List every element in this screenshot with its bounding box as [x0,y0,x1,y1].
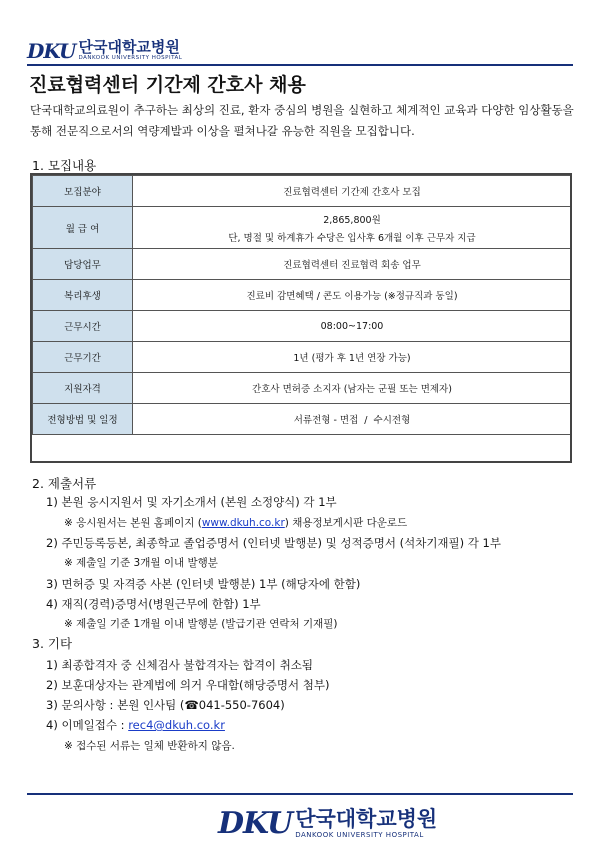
document-item-2: 2) 주민등록등본, 최종학교 졸업증명서 (인터넷 발행분) 및 성적증명서 (석차기재필) 각 1부 [46,536,501,550]
homepage-link[interactable]: www.dkuh.co.kr [201,517,285,529]
etc-item-3: 3) 문의사항 : 본원 인사팀 (☎041-550-7604) [46,698,285,712]
document-note-4: ※ 제출일 기준 1개월 이내 발행분 (발급기관 연락처 기재필) [64,618,338,630]
row-value: 08:00~17:00 [133,311,572,342]
salary-amount: 2,865,800원 [323,214,381,226]
row-label: 지원자격 [33,373,133,404]
logo-mark: DKU [27,39,76,63]
etc-item-4 [46,717,225,733]
table-row [33,249,572,280]
document-item-1: 1) 본원 응시지원서 및 자기소개서 (본원 소정양식) 각 1부 [46,495,337,509]
intro-paragraph: 단국대학교의료원이 추구하는 최상의 진료, 환자 중심의 병원을 실현하고 체계적인 교육과 다양한 임상활동을 통해 전문직으로서의 역량계발과 이상을 펼쳐나갈 유능한 직원을 모집합니다. [30,103,574,138]
bottom-divider [27,793,573,795]
row-label: 담당업무 [33,249,133,280]
hospital-logo-bottom [218,806,437,841]
logo-name-kr: 단국대학교병원 [295,806,438,831]
row-label: 복리후생 [33,280,133,311]
row-value: 간호사 면허증 소지자 (남자는 군필 또는 면제자) [133,373,572,404]
etc-note-4: ※ 접수된 서류는 일체 반환하지 않음. [64,740,235,752]
row-label: 모집분야 [33,176,133,207]
row-value [133,207,572,249]
salary-note: 단, 명절 및 하계휴가 수당은 입사후 6개월 이후 근무자 지급 [228,232,476,244]
row-label: 전형방법 및 일정 [33,404,133,435]
table-row [33,176,572,207]
section-heading-etc: 3. 기타 [32,636,73,651]
row-value: 진료협력센터 진료협력 회송 업무 [133,249,572,280]
row-label: 근무기간 [33,342,133,373]
row-value: 진료비 감면혜택 / 콘도 이용가능 (※정규직과 동일) [133,280,572,311]
row-value: 1년 (평가 후 1년 연장 가능) [133,342,572,373]
logo-name-kr: 단국대학교병원 [78,38,180,57]
row-label: 근무시간 [33,311,133,342]
etc-item-1: 1) 최종합격자 중 신체검사 불합격자는 합격이 취소됨 [46,658,314,672]
table-row [33,342,572,373]
top-divider [27,64,573,66]
note-text: ※ 응시원서는 본원 홈페이지 ( [64,517,202,529]
table-row [33,311,572,342]
email-label: 4) 이메일접수 : [46,718,129,732]
table-row [33,280,572,311]
document-item-3: 3) 면허증 및 자격증 사본 (인터넷 발행분) 1부 (해당자에 한함) [46,577,361,591]
page-title: 진료협력센터 기간제 간호사 채용 [29,74,306,96]
section-heading-recruitment: 1. 모집내용 [32,158,97,173]
row-value: 서류전형 - 면접 / 수시전형 [133,404,572,435]
recruitment-table [32,175,572,435]
section-heading-documents: 2. 제출서류 [32,476,97,491]
email-link[interactable]: rec4@dkuh.co.kr [128,718,225,732]
table-row [33,373,572,404]
logo-mark: DKU [218,806,293,841]
logo-name-en: DANKOOK UNIVERSITY HOSPITAL [295,830,424,839]
row-label: 월 급 여 [33,207,133,249]
hospital-logo-top [27,39,182,63]
etc-item-2: 2) 보훈대상자는 관계법에 의거 우대함(해당증명서 첨부) [46,678,330,692]
document-note-1 [64,515,407,530]
note-text: ) 채용정보게시판 다운로드 [284,517,408,529]
document-note-2: ※ 제출일 기준 3개월 이내 발행분 [64,557,218,569]
document-item-4: 4) 재직(경력)증명서(병원근무에 한함) 1부 [46,597,261,611]
table-row [33,207,572,249]
table-row [33,404,572,435]
row-value: 진료협력센터 기간제 간호사 모집 [133,176,572,207]
logo-name-en: DANKOOK UNIVERSITY HOSPITAL [78,55,183,62]
